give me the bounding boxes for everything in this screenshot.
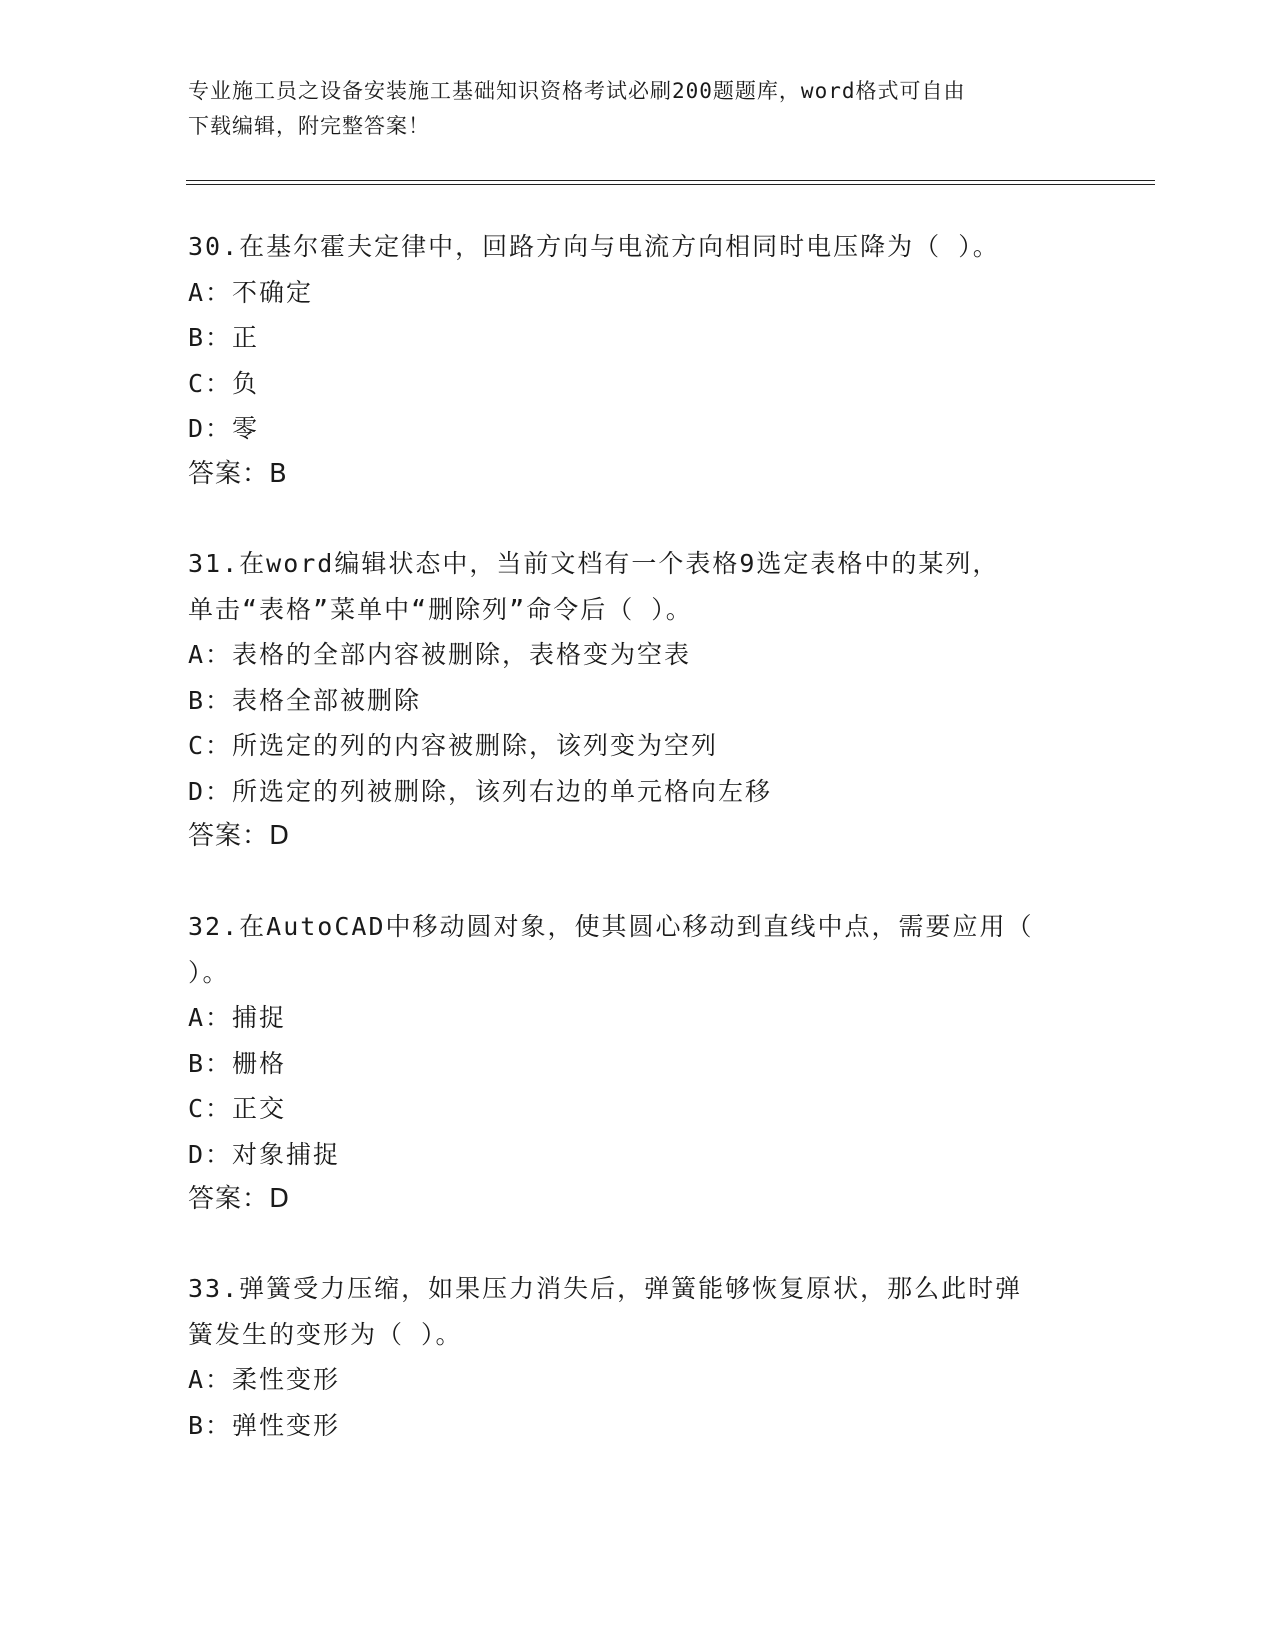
question-stem: 31.在word编辑状态中，当前文档有一个表格9选定表格中的某列，: [188, 549, 1000, 578]
answer-label: 答案：B: [188, 458, 288, 489]
header-line-1: 专业施工员之设备安装施工基础知识资格考试必刷200题题库，word格式可自由: [188, 79, 966, 103]
option-a: A：表格的全部内容被删除，表格变为空表: [188, 640, 692, 669]
option-d: D：所选定的列被删除，该列右边的单元格向左移: [188, 776, 773, 806]
option-a: A：不确定: [188, 277, 314, 307]
option-d: D：对象捕捉: [188, 1139, 341, 1169]
option-c: C：所选定的列的内容被删除，该列变为空列: [188, 731, 719, 760]
document-header: [188, 74, 1068, 144]
header-divider-top: [186, 180, 1155, 181]
header-divider-bottom: [186, 184, 1155, 185]
question-33: [188, 1266, 1088, 1448]
question-32: [188, 904, 1088, 1223]
option-b: B：栅格: [188, 1048, 287, 1078]
header-line-2: 下载编辑，附完整答案！: [188, 114, 430, 138]
answer-label: 答案：D: [188, 1184, 291, 1214]
option-d: D：零: [188, 414, 260, 443]
question-stem: 33.弹簧受力压缩，如果压力消失后，弹簧能够恢复原状，那么此时弹: [188, 1274, 1023, 1303]
option-b: B：正: [188, 323, 260, 352]
option-b: B：弹性变形: [188, 1410, 341, 1440]
option-a: A：捕捉: [188, 1003, 287, 1032]
question-stem: 30.在基尔霍夫定律中，回路方向与电流方向相同时电压降为（ ）。: [188, 232, 1000, 261]
option-c: C：正交: [188, 1094, 287, 1123]
option-b: B：表格全部被删除: [188, 685, 422, 715]
question-31: [188, 541, 1088, 860]
question-stem-continued: 单击“表格”菜单中“删除列”命令后（ ）。: [188, 594, 693, 624]
question-stem: 32.在AutoCAD中移动圆对象，使其圆心移动到直线中点，需要应用（: [188, 912, 1034, 941]
option-a: A：柔性变形: [188, 1365, 341, 1394]
question-stem-continued: ）。: [188, 957, 230, 987]
question-stem-continued: 簧发生的变形为（ ）。: [188, 1319, 463, 1349]
question-30: [188, 224, 1088, 497]
option-c: C：负: [188, 368, 260, 398]
answer-label: 答案：D: [188, 821, 291, 851]
